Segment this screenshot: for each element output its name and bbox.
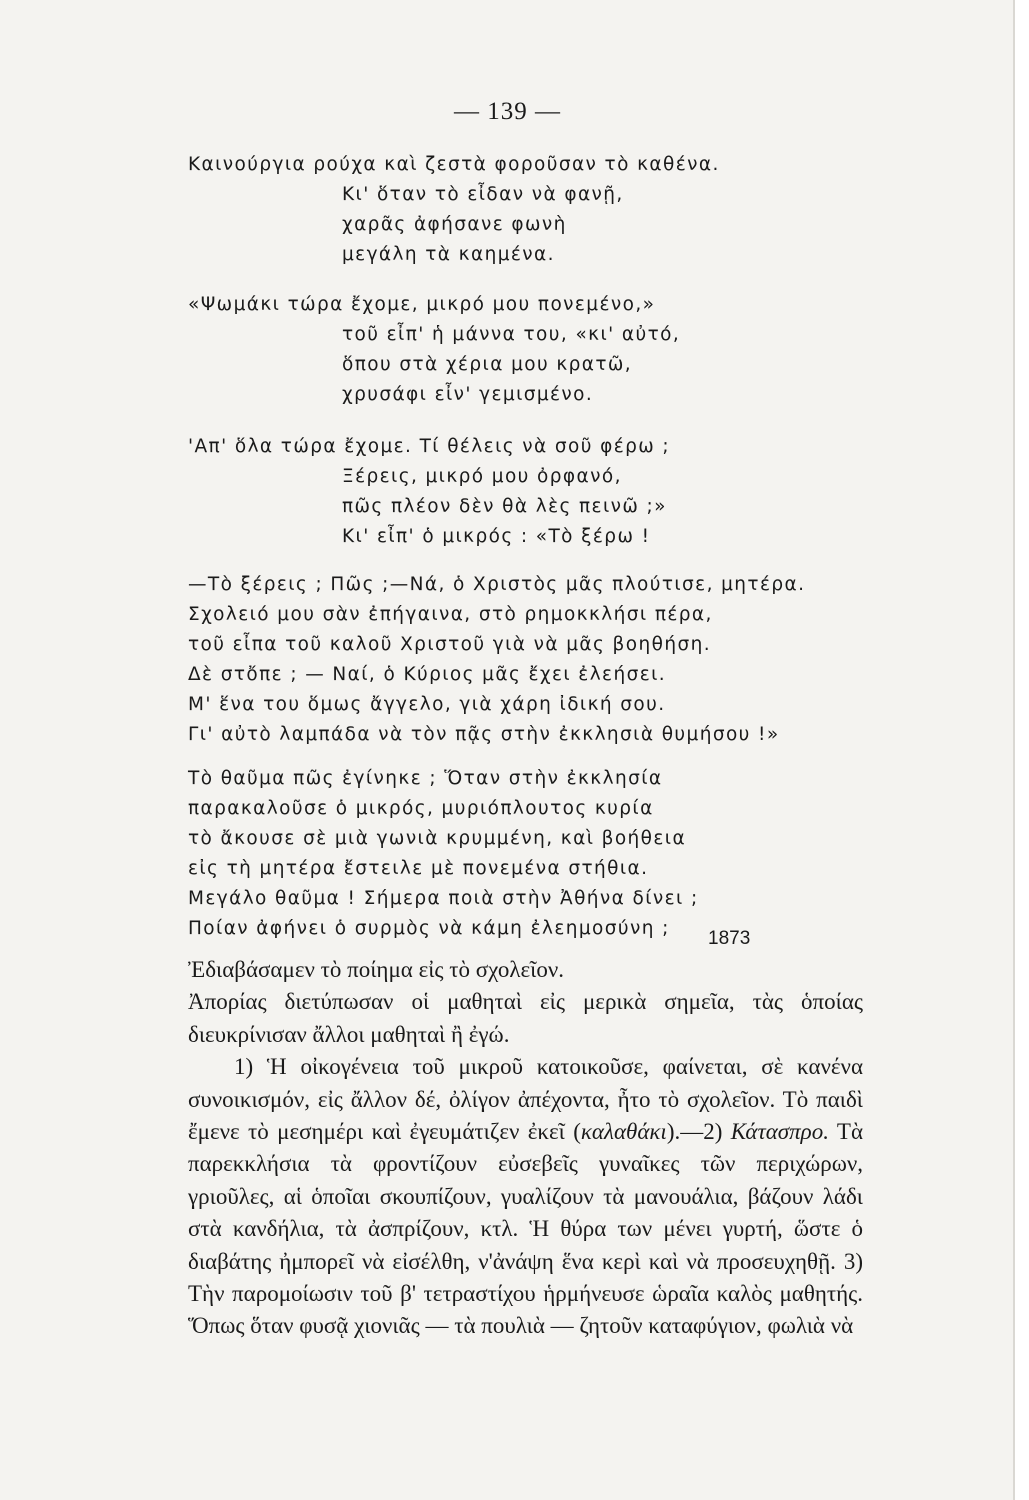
poem-line: χρυσάφι εἶν' γεμισμένο. (342, 384, 594, 405)
poem-line: —Τὸ ξέρεις ; Πῶς ;—Νά, ὁ Χριστὸς μᾶς πλούτισε, μητέρα. (188, 574, 806, 595)
poem-stanza-4 (188, 570, 828, 750)
poem-line: Γι' αὐτὸ λαμπάδα νὰ τὸν πᾷς στὴν ἐκκλησιὰ θυμήσου !» (188, 724, 780, 745)
poem-line: μεγάλη τὰ καημένα. (342, 244, 555, 265)
commentary (188, 954, 863, 1343)
commentary-italic-term: Κάτασπρο. (730, 1119, 829, 1145)
commentary-paragraph-2: Ἀπορίας διετύπωσαν οἱ μαθηταὶ εἰς μερικὰ σημεῖα, τὰς ὁποίας διευκρίνισαν ἄλλοι μαθηταὶ ἢ ἐγώ. (188, 989, 863, 1047)
commentary-text: ).—2) (666, 1119, 731, 1145)
poem-line: Ποίαν ἀφήνει ὁ συρμὸς νὰ κάμη ἐλεημοσύνη ; (188, 918, 670, 939)
poem-line: Δὲ στὄπε ; — Ναί, ὁ Κύριος μᾶς ἔχει ἐλεήσει. (188, 664, 667, 685)
poem-date: 1873 (708, 928, 751, 949)
poem-stanza-3 (188, 432, 828, 552)
commentary-paragraph-1: Ἐδιαβάσαμεν τὸ ποίημα εἰς τὸ σχολεῖον. (188, 957, 565, 982)
poem-line: Μεγάλο θαῦμα ! Σήμερα ποιὰ στὴν Ἀθήνα δίνει ; (188, 888, 699, 909)
poem-line: εἰς τὴ μητέρα ἔστειλε μὲ πονεμένα στήθια. (188, 858, 649, 879)
poem-line: χαρᾶς ἀφήσανε φωνὴ (342, 214, 567, 235)
commentary-italic-term: καλαθάκι (580, 1119, 667, 1145)
poem-line: παρακαλοῦσε ὁ μικρός, μυριόπλουτος κυρία (188, 798, 654, 819)
poem-stanza-1 (188, 150, 828, 270)
commentary-text: Τὰ παρεκκλήσια τὰ φροντίζουν εὐσεβεῖς γυναῖκες τῶν περιχώρων, γριοῦλες, αἱ ὁποῖαι σκουπίζουν, γυαλίζουν τὰ μανουάλια, βάζουν λάδι στὰ κανδήλια, τὰ ἀσπρίζουν, κτλ. Ἡ θύρα των μένει γυρτή, ὥστε ὁ διαβάτης ἠμπορεῖ νὰ εἰσέλθη, ν'ἀνάψη ἕνα κερὶ καὶ νὰ προσευχηθῇ. 3) Τὴν παρομοίωσιν τοῦ β' τετραστίχου ἡρμήνευσε ὡραῖα καλὸς μαθητής. Ὅπως ὅταν φυσᾷ χιονιᾶς — τὰ πουλιὰ — ζητοῦν καταφύγιον, φωλιὰ νὰ (188, 1119, 864, 1339)
poem-line: Καινούργια ρούχα καὶ ζεστὰ φοροῦσαν τὸ καθένα. (188, 154, 720, 175)
commentary-paragraph-3 (188, 1051, 863, 1343)
commentary-text: 1) Ἡ οἰκογένεια τοῦ μικροῦ κατοικοῦσε, φαίνεται, σὲ κανένα συνοικισμόν, εἰς ἄλλον δέ, ὀλίγον ἀπέχοντα, ἦτο τὸ σχολεῖον. Τὸ παιδὶ ἔμενε τὸ μεσημέρι καὶ ἐγευμάτιζεν ἐκεῖ ( (188, 1054, 863, 1145)
poem-line: τοῦ εἶπ' ἡ μάννα του, «κι' αὐτό, (342, 324, 681, 345)
poem-line: Κι' εἶπ' ὁ μικρός : «Τὸ ξέρω ! (342, 526, 651, 547)
poem-line: τοῦ εἶπα τοῦ καλοῦ Χριστοῦ γιὰ νὰ μᾶς βοηθήση. (188, 634, 711, 655)
poem-stanza-5 (188, 764, 828, 944)
poem-line: τὸ ἄκουσε σὲ μιὰ γωνιὰ κρυμμένη, καὶ βοήθεια (188, 828, 687, 849)
poem-line: πῶς πλέον δὲν θὰ λὲς πεινῶ ;» (342, 496, 667, 517)
poem-line: Ξέρεις, μικρό μου ὀρφανό, (342, 466, 622, 487)
poem-line: ὅπου στὰ χέρια μου κρατῶ, (342, 354, 633, 375)
poem-line: Τὸ θαῦμα πῶς ἐγίνηκε ; Ὅταν στὴν ἐκκλησία (188, 768, 663, 789)
poem-line: «Ψωμάκι τώρα ἔχομε, μικρό μου πονεμένο,» (188, 294, 656, 315)
poem-line: Μ' ἕνα του ὅμως ἄγγελο, γιὰ χάρη ἰδική σου. (188, 694, 666, 715)
poem-line: Κι' ὅταν τὸ εἶδαν νὰ φανῇ, (342, 184, 624, 205)
page-number: — 139 — (454, 98, 561, 125)
poem-line: Σχολειό μου σὰν ἐπήγαινα, στὸ ρημοκκλήσι πέρα, (188, 604, 713, 625)
poem-line: 'Απ' ὅλα τώρα ἔχομε. Τί θέλεις νὰ σοῦ φέρω ; (188, 436, 671, 457)
poem-stanza-2 (188, 290, 828, 410)
